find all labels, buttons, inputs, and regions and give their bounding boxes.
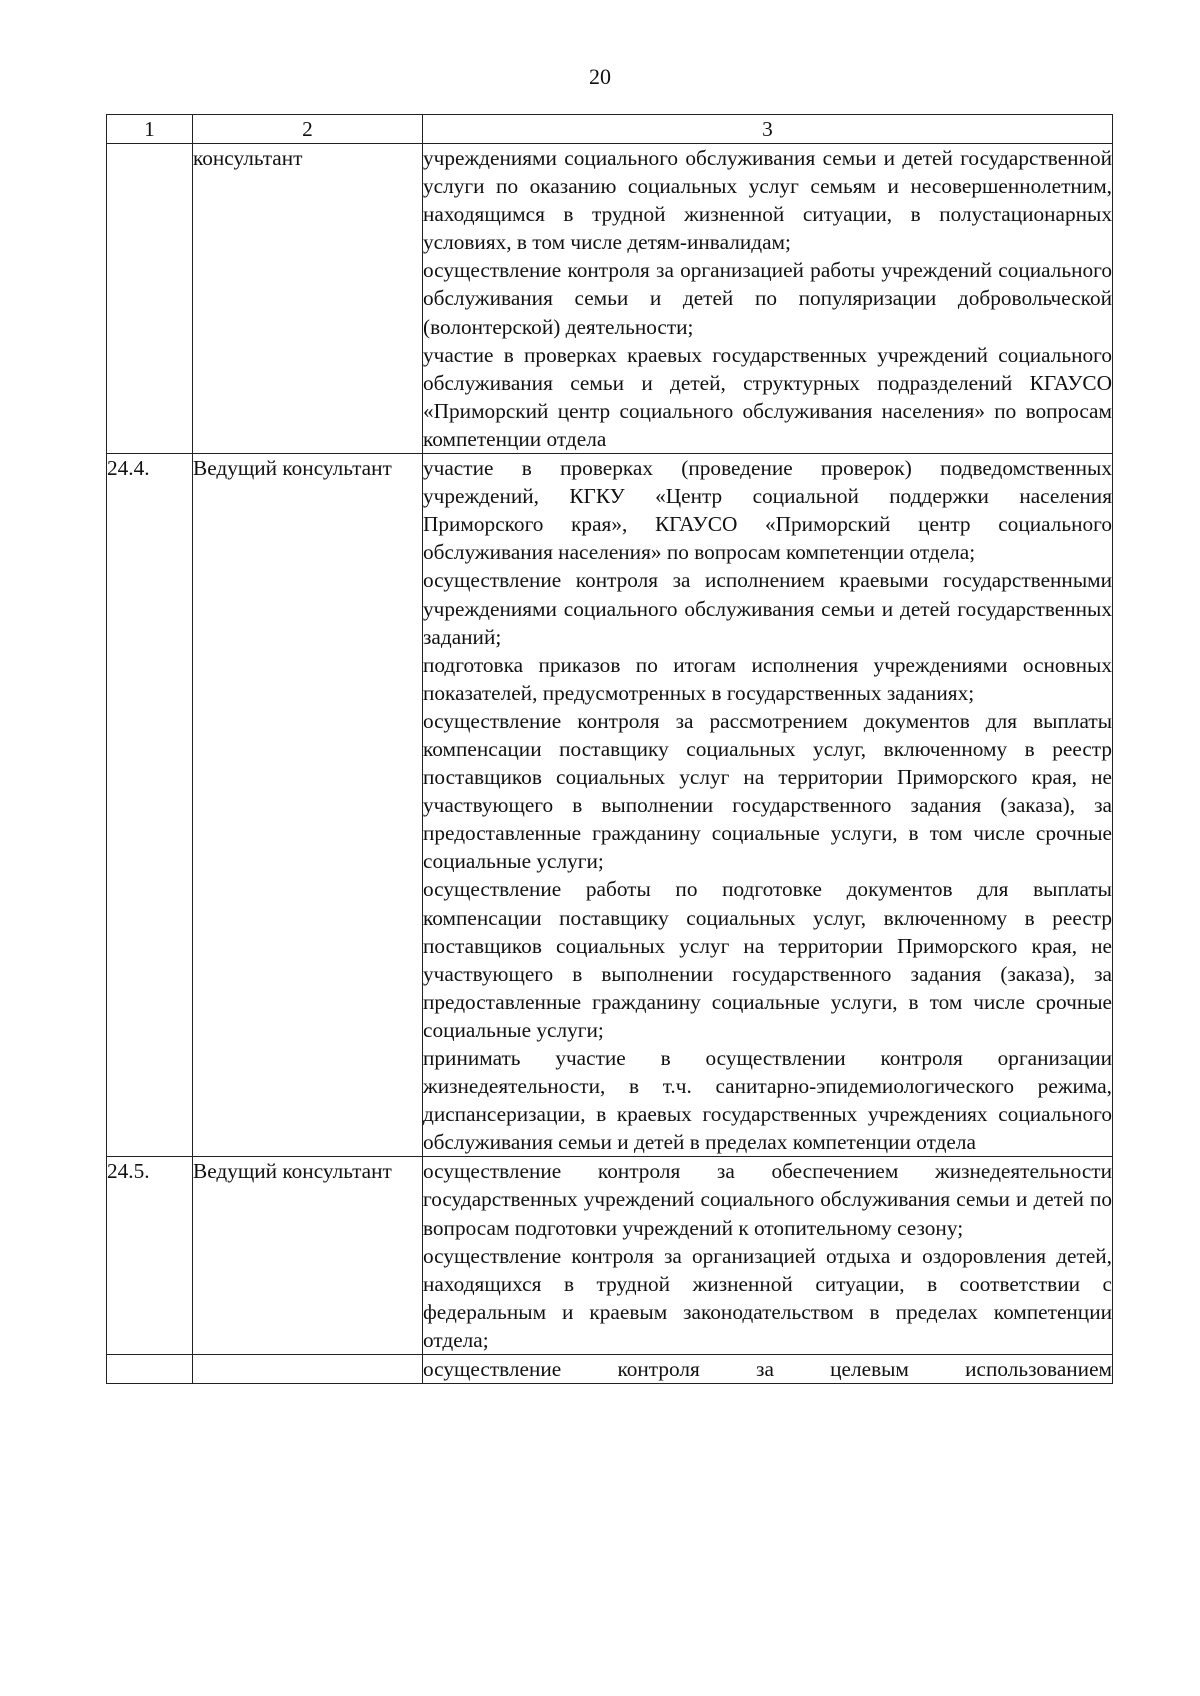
column-header-1: 1 <box>107 115 193 144</box>
row-number: 24.5. <box>107 1157 193 1355</box>
table-row <box>107 144 1113 454</box>
duty-item: осуществление работы по подготовке документов для выплаты компенсации поставщику социальных услуг, включенному в реестр поставщиков социальных услуг на территории Приморского края, не участвующего в выполнении государственного задания (заказа), за предоставленные гражданину социальные услуги, в том числе срочные социальные услуги; <box>423 877 1112 1042</box>
row-number <box>107 144 193 454</box>
duty-item: осуществление контроля за исполнением краевыми государственными учреждениями социального обслуживания семьи и детей государственных заданий; <box>423 568 1112 649</box>
duty-item: участие в проверках (проведение проверок) подведомственных учреждений, КГКУ «Центр социальной поддержки населения Приморского края», КГАУСО «Приморский центр социального обслуживания населения» по вопросам компетенции отдела; <box>423 456 1112 565</box>
table-row <box>107 1157 1113 1355</box>
duty-item: осуществление контроля за организацией работы учреждений социального обслуживания семьи и детей по популяризации добровольческой (волонтерской) деятельности; <box>423 258 1112 339</box>
row-number <box>107 1355 193 1384</box>
position-title <box>193 1355 423 1384</box>
duties-cell <box>423 1157 1113 1355</box>
duties-cell <box>423 454 1113 1157</box>
column-header-2: 2 <box>193 115 423 144</box>
duty-item: осуществление контроля за рассмотрением документов для выплаты компенсации поставщику социальных услуг, включенному в реестр поставщиков социальных услуг на территории Приморского края, не участвующего в выполнении государственного задания (заказа), за предоставленные гражданину социальные услуги, в том числе срочные социальные услуги; <box>423 708 1112 874</box>
duty-item: учреждениями социального обслуживания семьи и детей государственной услуги по оказанию социальных услуг семьям и несовершеннолетним, находящимся в трудной жизненной ситуации, в полустационарных условиях, в том числе детям-инвалидам; <box>423 146 1112 255</box>
duty-item: участие в проверках краевых государственных учреждений социального обслуживания семьи и детей, структурных подразделений КГАУСО «Приморский центр социального обслуживания населения» по вопросам компетенции отдела <box>423 342 1112 451</box>
duty-item: подготовка приказов по итогам исполнения учреждениями основных показателей, предусмотренных в государственных заданиях; <box>423 652 1112 705</box>
position-title: Ведущий консультант <box>193 1157 423 1355</box>
duties-cell <box>423 144 1113 454</box>
table-row <box>107 1355 1113 1384</box>
duty-item: осуществление контроля за организацией отдыха и оздоровления детей, находящихся в трудной жизненной ситуации, в соответствии с федеральным и краевым законодательством в пределах компетенции отдела; <box>423 1243 1112 1352</box>
table-header-row <box>107 115 1113 144</box>
page-number: 20 <box>589 64 611 89</box>
duties-cell <box>423 1355 1113 1384</box>
duty-item: осуществление контроля за целевым использованием <box>423 1357 1112 1382</box>
table-row <box>107 454 1113 1157</box>
row-number: 24.4. <box>107 454 193 1157</box>
duty-item: принимать участие в осуществлении контроля организации жизнедеятельности, в т.ч. санитарно-эпидемиологического режима, диспансеризации, в краевых государственных учреждениях социального обслуживания семьи и детей в пределах компетенции отдела <box>423 1046 1112 1155</box>
duty-item: осуществление контроля за обеспечением жизнедеятельности государственных учреждений социального обслуживания семьи и детей по вопросам подготовки учреждений к отопительному сезону; <box>423 1159 1112 1240</box>
position-title: Ведущий консультант <box>193 454 423 1157</box>
column-header-3: 3 <box>423 115 1113 144</box>
position-title: консультант <box>193 144 423 454</box>
duties-table <box>106 114 1113 1384</box>
